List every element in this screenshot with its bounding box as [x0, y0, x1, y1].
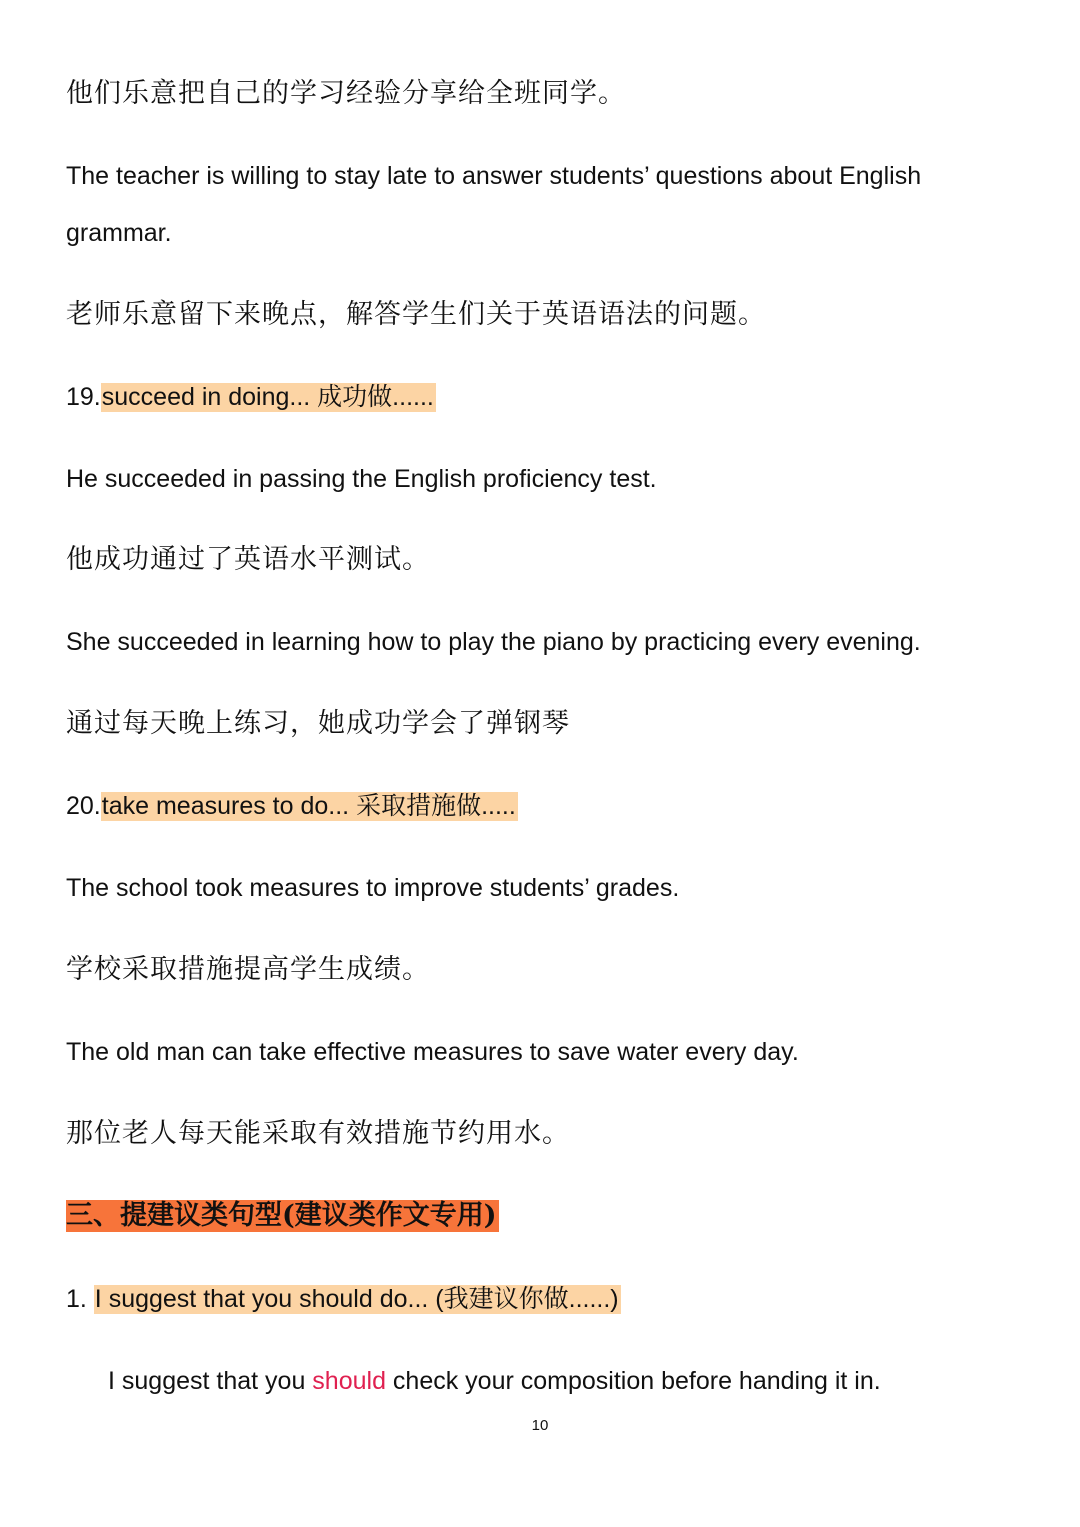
phrase-heading-19	[66, 377, 436, 417]
chinese-translation-line: 学校采取措施提高学生成绩。	[66, 954, 430, 985]
phrase-highlight: take measures to do... 采取措施做.....	[101, 792, 516, 820]
chinese-translation-line: 老师乐意留下来晚点，解答学生们关于英语语法的问题。	[66, 299, 766, 330]
example-sentence-line: She succeeded in learning how to play the piano by practicing every evening.	[66, 628, 921, 656]
example-sentence-line: The old man can take effective measures to save water every day.	[66, 1038, 799, 1066]
emphasized-word: should	[312, 1367, 386, 1395]
page-number: 10	[531, 1417, 549, 1434]
pattern-highlight: I suggest that you should do... (我建议你做......)	[94, 1285, 619, 1313]
phrase-number: 19.	[66, 383, 101, 411]
example-sentence-line: The school took measures to improve students’ grades.	[66, 874, 680, 902]
chinese-translation-line: 他们乐意把自己的学习经验分享给全班同学。	[66, 78, 626, 109]
chinese-translation-line: 通过每天晚上练习，她成功学会了弹钢琴	[66, 708, 570, 739]
example-sentence-continuation: grammar.	[66, 219, 172, 247]
phrase-number: 20.	[66, 792, 101, 820]
sentence-part: check your composition before handing it in.	[385, 1367, 881, 1395]
section-heading-highlight: 三、提建议类句型(建议类作文专用)	[66, 1200, 497, 1231]
example-sentence-line: The teacher is willing to stay late to answer students’ questions about English	[66, 162, 922, 190]
pattern-number: 1.	[66, 1285, 94, 1313]
phrase-highlight: succeed in doing... 成功做......	[101, 383, 434, 411]
chinese-translation-line: 他成功通过了英语水平测试。	[66, 544, 430, 575]
example-sentence-line: He succeeded in passing the English proficiency test.	[66, 465, 657, 493]
sentence-part: I suggest that you	[108, 1367, 313, 1395]
pattern-heading-1	[66, 1279, 621, 1319]
example-sentence-line	[108, 1361, 881, 1401]
phrase-heading-20	[66, 786, 518, 826]
section-heading	[66, 1196, 499, 1236]
chinese-translation-line: 那位老人每天能采取有效措施节约用水。	[66, 1118, 570, 1149]
